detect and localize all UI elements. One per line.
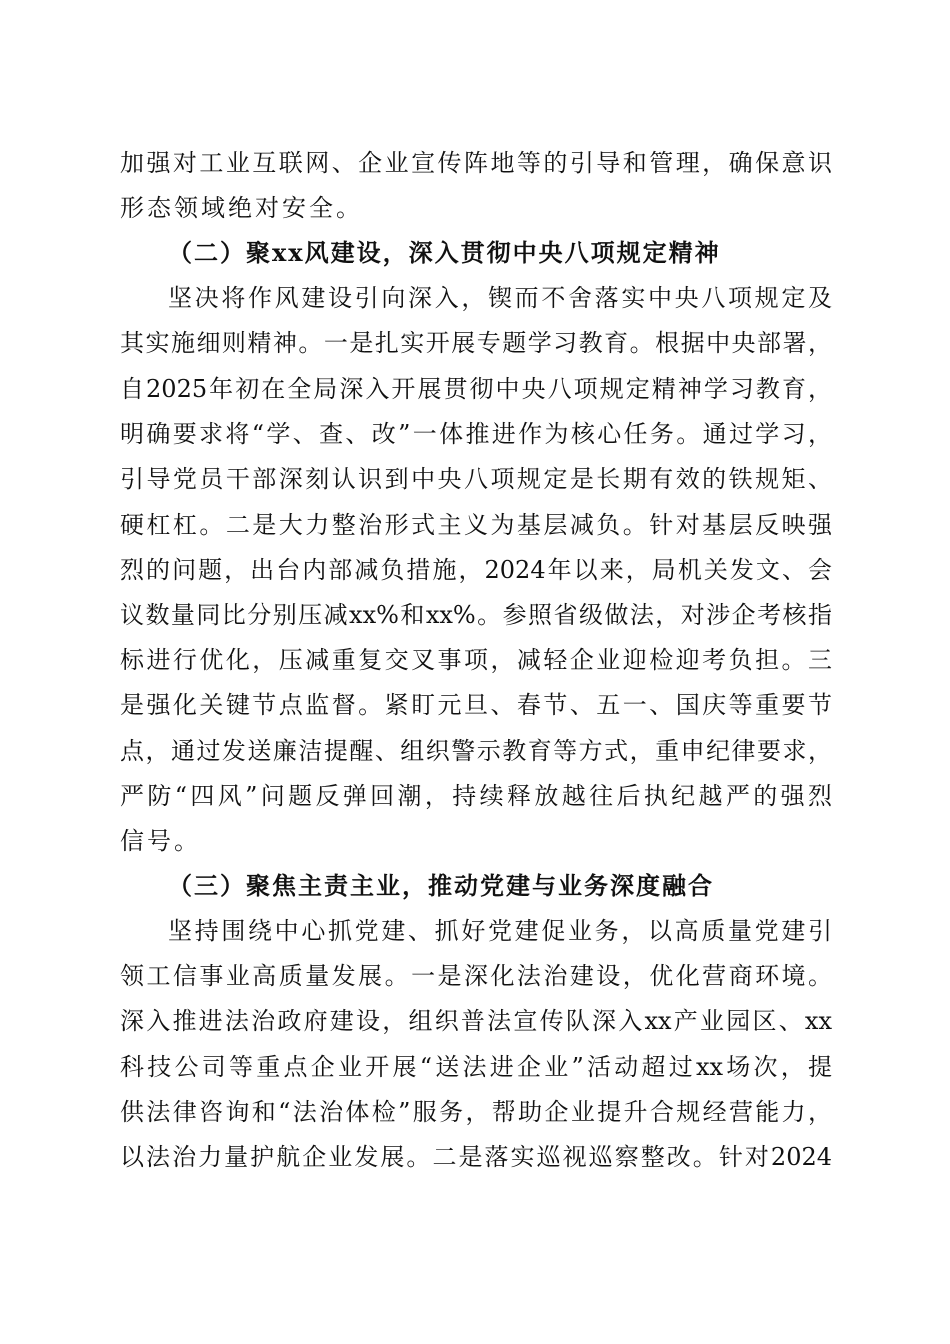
paragraph-line: 引导党员干部深刻认识到中央八项规定是长期有效的铁规矩、 [120, 465, 832, 493]
paragraph-line: 点，通过发送廉洁提醒、组织警示教育等方式，重申纪律要求， [120, 737, 832, 765]
paragraph-line: 硬杠杠。二是大力整治形式主义为基层减负。针对基层反映强 [120, 511, 832, 539]
paragraph-line: 供法律咨询和“法治体检”服务，帮助企业提升合规经营能力， [120, 1098, 832, 1126]
paragraph-line: 自2025年初在全局深入开展贯彻中央八项规定精神学习教育， [120, 375, 832, 403]
paragraph-line: 以法治力量护航企业发展。二是落实巡视巡察整改。针对2024 [120, 1143, 832, 1171]
paragraph-line: 坚决将作风建设引向深入，锲而不舍落实中央八项规定及 [168, 284, 832, 312]
paragraph-line: 领工信事业高质量发展。一是深化法治建设，优化营商环境。 [120, 962, 832, 990]
paragraph-line: 是强化关键节点监督。紧盯元旦、春节、五一、国庆等重要节 [120, 691, 832, 719]
paragraph-line: 严防“四风”问题反弹回潮，持续释放越往后执纪越严的强烈 [120, 782, 832, 810]
paragraph-line: 科技公司等重点企业开展“送法进企业”活动超过xx场次，提 [120, 1053, 832, 1081]
paragraph-line: 其实施细则精神。一是扎实开展专题学习教育。根据中央部署， [120, 329, 832, 357]
paragraph-line: 明确要求将“学、查、改”一体推进作为核心任务。通过学习， [120, 420, 832, 448]
paragraph-line: 加强对工业互联网、企业宣传阵地等的引导和管理，确保意识 [120, 149, 832, 177]
paragraph-line: 坚持围绕中心抓党建、抓好党建促业务，以高质量党建引 [168, 917, 832, 945]
paragraph-line: 烈的问题，出台内部减负措施，2024年以来，局机关发文、会 [120, 556, 832, 584]
paragraph-line: 形态领域绝对安全。 [120, 194, 363, 222]
section-heading-3: （三）聚焦主责主业，推动党建与业务深度融合 [168, 871, 714, 900]
section-heading-2: （二）聚xx风建设，深入贯彻中央八项规定精神 [168, 238, 721, 267]
paragraph-line: 信号。 [120, 827, 201, 855]
paragraph-line: 深入推进法治政府建设，组织普法宣传队深入xx产业园区、xx [120, 1007, 832, 1035]
paragraph-line: 标进行优化，压减重复交叉事项，减轻企业迎检迎考负担。三 [120, 646, 832, 674]
paragraph-line: 议数量同比分别压减xx%和xx%。参照省级做法，对涉企考核指 [120, 601, 832, 629]
